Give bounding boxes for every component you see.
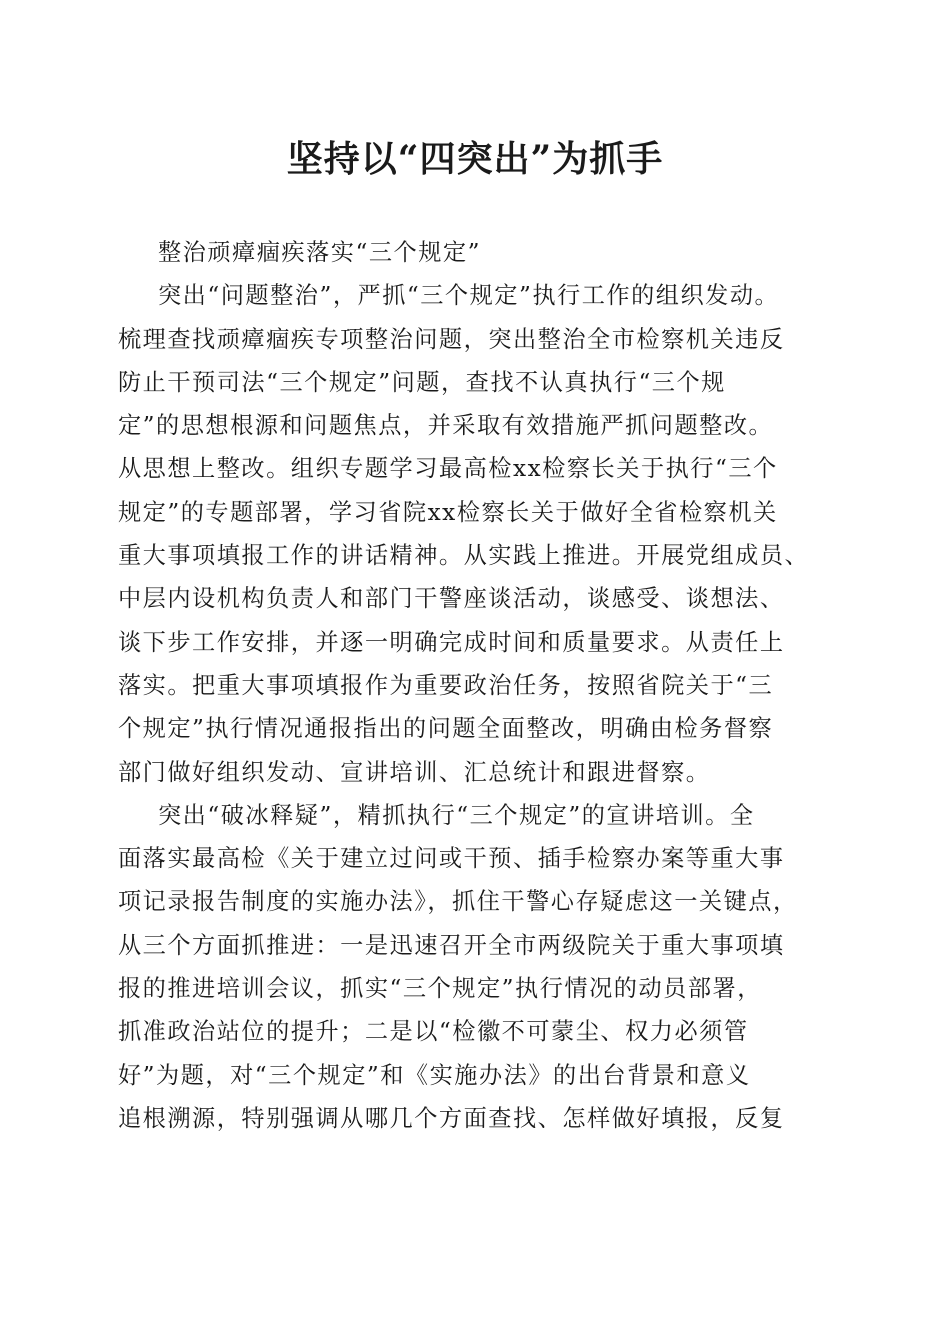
- paragraph-line: 谈下步工作安排，并逐一明确完成时间和质量要求。从责任上: [118, 628, 785, 656]
- page-title: 坚持以“四突出”为抓手: [286, 138, 664, 180]
- paragraph-line: 好”为题，对“三个规定”和《实施办法》的出台背景和意义: [118, 1061, 751, 1089]
- paragraph-line: 追根溯源，特别强调从哪几个方面查找、怎样做好填报，反复: [118, 1104, 785, 1132]
- paragraph-line: 从三个方面抓推进：一是迅速召开全市两级院关于重大事项填: [118, 931, 785, 959]
- paragraph-line: 面落实最高检《关于建立过问或干预、插手检察办案等重大事: [118, 845, 785, 873]
- paragraph-line: 突出“问题整治”，严抓“三个规定”执行工作的组织发动。: [158, 282, 780, 310]
- paragraph-line: 项记录报告制度的实施办法》，抓住干警心存疑虑这一关键点，: [118, 888, 798, 916]
- subtitle-line: 整治顽瘴痼疾落实“三个规定”: [158, 239, 481, 266]
- paragraph-line: 梳理查找顽瘴痼疾专项整治问题，突出整治全市检察机关违反: [118, 325, 785, 353]
- paragraph-line: 突出“破冰释疑”，精抓执行“三个规定”的宣讲培训。全: [158, 801, 755, 829]
- paragraph-line: 规定”的专题部署，学习省院xx检察长关于做好全省检察机关: [118, 498, 778, 526]
- document-body: [118, 231, 838, 1140]
- paragraph-line: 报的推进培训会议，抓实“三个规定”执行情况的动员部署，: [118, 975, 762, 1003]
- paragraph-line: 落实。把重大事项填报作为重要政治任务，按照省院关于“三: [118, 671, 774, 699]
- paragraph-line: 定”的思想根源和问题焦点，并采取有效措施严抓问题整改。: [118, 412, 774, 440]
- paragraph-line: 中层内设机构负责人和部门干警座谈活动，谈感受、谈想法、: [118, 585, 785, 613]
- paragraph-line: 防止干预司法“三个规定”问题，查找不认真执行“三个规: [118, 368, 726, 396]
- paragraph-line: 重大事项填报工作的讲话精神。从实践上推进。开展党组成员、: [118, 542, 810, 570]
- paragraph-line: 抓准政治站位的提升；二是以“检徽不可蒙尘、权力必须管: [118, 1018, 749, 1046]
- paragraph-line: 部门做好组织发动、宣讲培训、汇总统计和跟进督察。: [118, 758, 711, 786]
- paragraph-line: 从思想上整改。组织专题学习最高检xx检察长关于执行“三个: [118, 455, 778, 483]
- paragraph-line: 个规定”执行情况通报指出的问题全面整改，明确由检务督察: [118, 715, 774, 743]
